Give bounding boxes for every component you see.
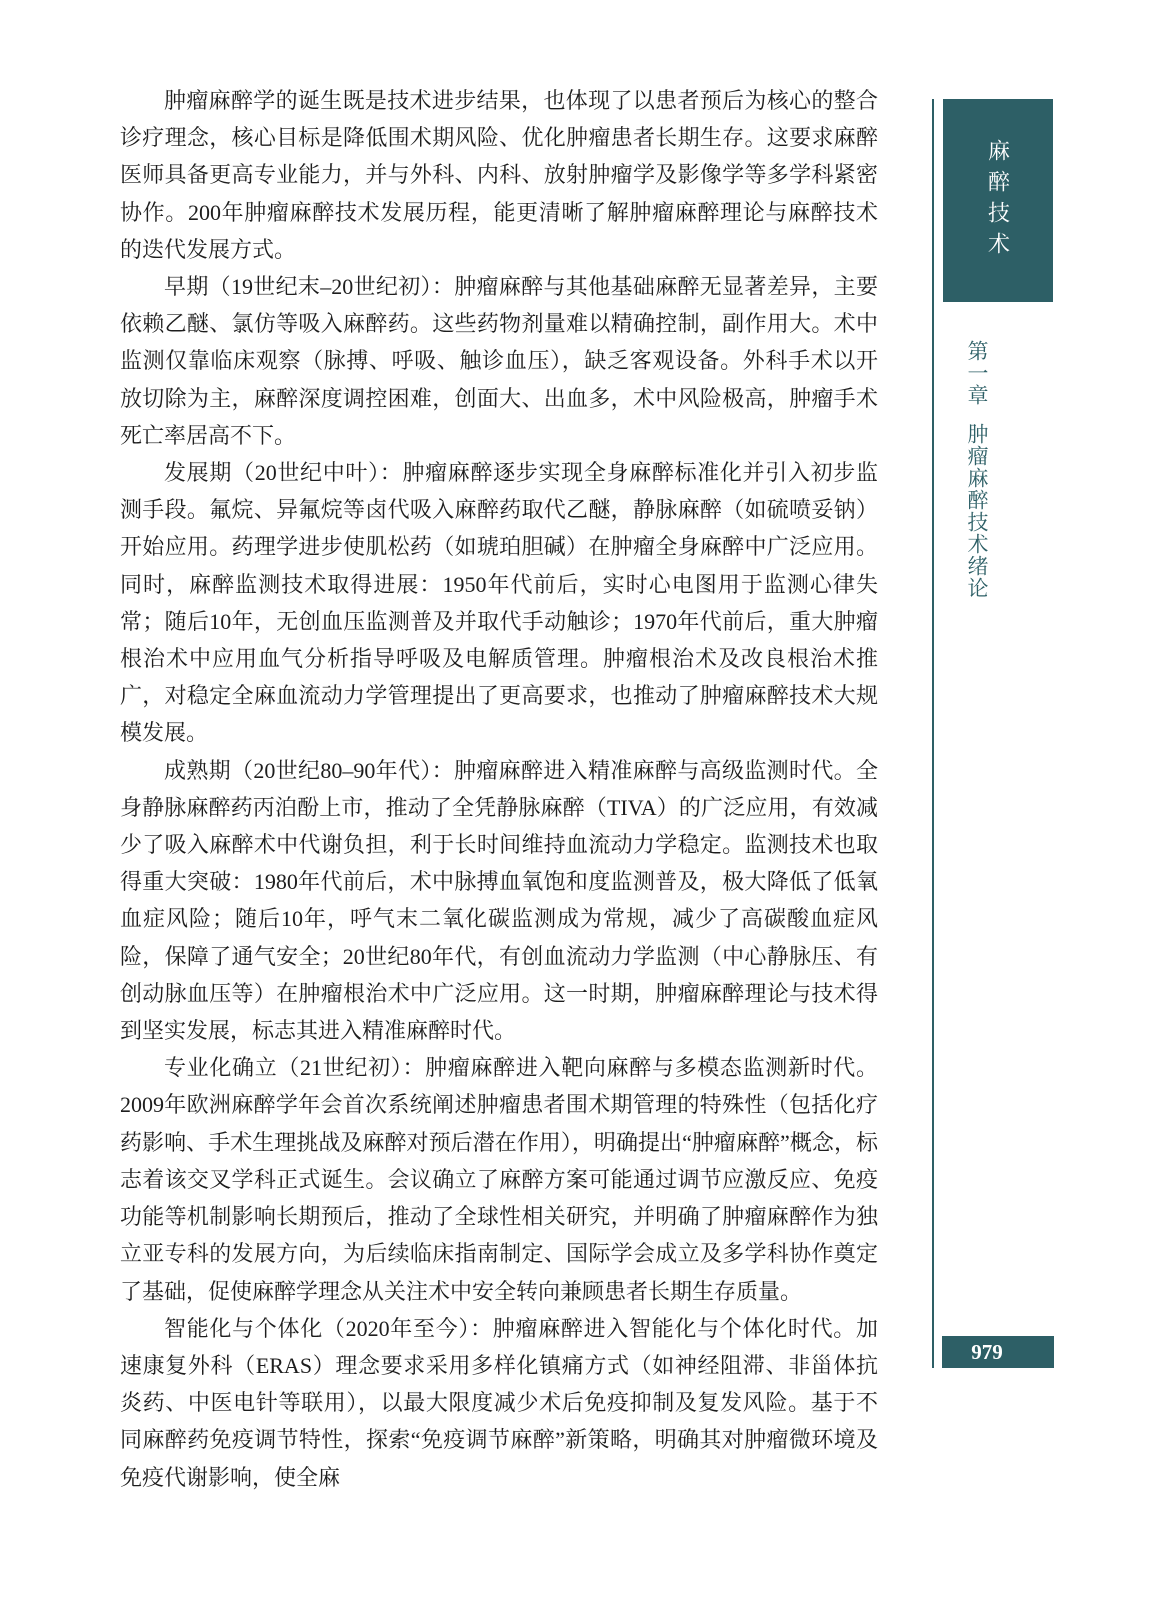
chapter-label: [966, 340, 987, 599]
paragraph-intro: 肿瘤麻醉学的诞生既是技术进步结果，也体现了以患者预后为核心的整合诊疗理念，核心目标是降低围术期风险、优化肿瘤患者长期生存。这要求麻醉医师具备更高专业能力，并与外科、内科、放射肿瘤学及影像学等多学科紧密协作。200年肿瘤麻醉技术发展历程，能更清晰了解肿瘤麻醉理论与麻醉技术的迭代发展方式。: [120, 88, 878, 262]
body-text-column: [120, 82, 878, 1496]
paragraph-intelligent-era: 智能化与个体化（2020年至今）：肿瘤麻醉进入智能化与个体化时代。加速康复外科（ERAS）理念要求采用多样化镇痛方式（如神经阻滞、非甾体抗炎药、中医电针等联用），以最大限度减少术后免疫抑制及复发风险。基于不同麻醉药免疫调节特性，探索“免疫调节麻醉”新策略，明确其对肿瘤微环境及免疫代谢影响，使全麻: [120, 1315, 878, 1490]
paragraph-mature-period: 成熟期（20世纪80–90年代）：肿瘤麻醉进入精准麻醉与高级监测时代。全身静脉麻醉药丙泊酚上市，推动了全凭静脉麻醉（TIVA）的广泛应用，有效减少了吸入麻醉术中代谢负担，利于长时间维持血流动力学稳定。监测技术也取得重大突破：1980年代前后，术中脉搏血氧饱和度监测普及，极大降低了低氧血症风险；随后10年，呼气末二氧化碳监测成为常规，减少了高碳酸血症风险，保障了通气安全；20世纪80年代，有创血流动力学监测（中心静脉压、有创动脉血压等）在肿瘤根治术中广泛应用。这一时期，肿瘤麻醉理论与技术得到坚实发展，标志其进入精准麻醉时代。: [120, 757, 878, 1044]
paragraph-development-period: 发展期（20世纪中叶）：肿瘤麻醉逐步实现全身麻醉标准化并引入初步监测手段。氟烷、异氟烷等卤代吸入麻醉药取代乙醚，静脉麻醉（如硫喷妥钠）开始应用。药理学进步使肌松药（如琥珀胆碱）在肿瘤全身麻醉中广泛应用。同时，麻醉监测技术取得进展：1950年代前后，实时心电图用于监测心律失常；随后10年，无创血压监测普及并取代手动触诊；1970年代前后，重大肿瘤根治术中应用血气分析指导呼吸及电解质管理。肿瘤根治术及改良根治术推广，对稳定全麻血流动力学管理提出了更高要求，也推动了肿瘤麻醉技术大规模发展。: [120, 460, 878, 746]
chapter-number: 第一章: [965, 340, 988, 406]
page-number-badge: [942, 1336, 1054, 1368]
sidebar-vertical-rule: [932, 99, 934, 1368]
section-tab-label: 麻醉技术: [985, 138, 1011, 263]
section-tab: [943, 99, 1053, 302]
paragraph-specialization: 专业化确立（21世纪初）：肿瘤麻醉进入靶向麻醉与多模态监测新时代。2009年欧洲麻醉学年会首次系统阐述肿瘤患者围术期管理的特殊性（包括化疗药影响、手术生理挑战及麻醉对预后潜在作用），明确提出“肿瘤麻醉”概念，标志着该交叉学科正式诞生。会议确立了麻醉方案可能通过调节应激反应、免疫功能等机制影响长期预后，推动了全球性相关研究，并明确了肿瘤麻醉作为独立亚专科的发展方向，为后续临床指南制定、国际学会成立及多学科协作奠定了基础，促使麻醉学理念从关注术中安全转向兼顾患者长期生存质量。: [120, 1055, 878, 1304]
paragraph-early-period: 早期（19世纪末–20世纪初）：肿瘤麻醉与其他基础麻醉无显著差异，主要依赖乙醚、氯仿等吸入麻醉药。这些药物剂量难以精确控制，副作用大。术中监测仅靠临床观察（脉搏、呼吸、触诊血压），缺乏客观设备。外科手术以开放切除为主，麻醉深度调控困难，创面大、出血多，术中风险极高，肿瘤手术死亡率居高不下。: [120, 274, 878, 448]
chapter-title: 肿瘤麻醉技术绪论: [965, 423, 988, 599]
page-number: 979: [971, 1339, 1003, 1364]
